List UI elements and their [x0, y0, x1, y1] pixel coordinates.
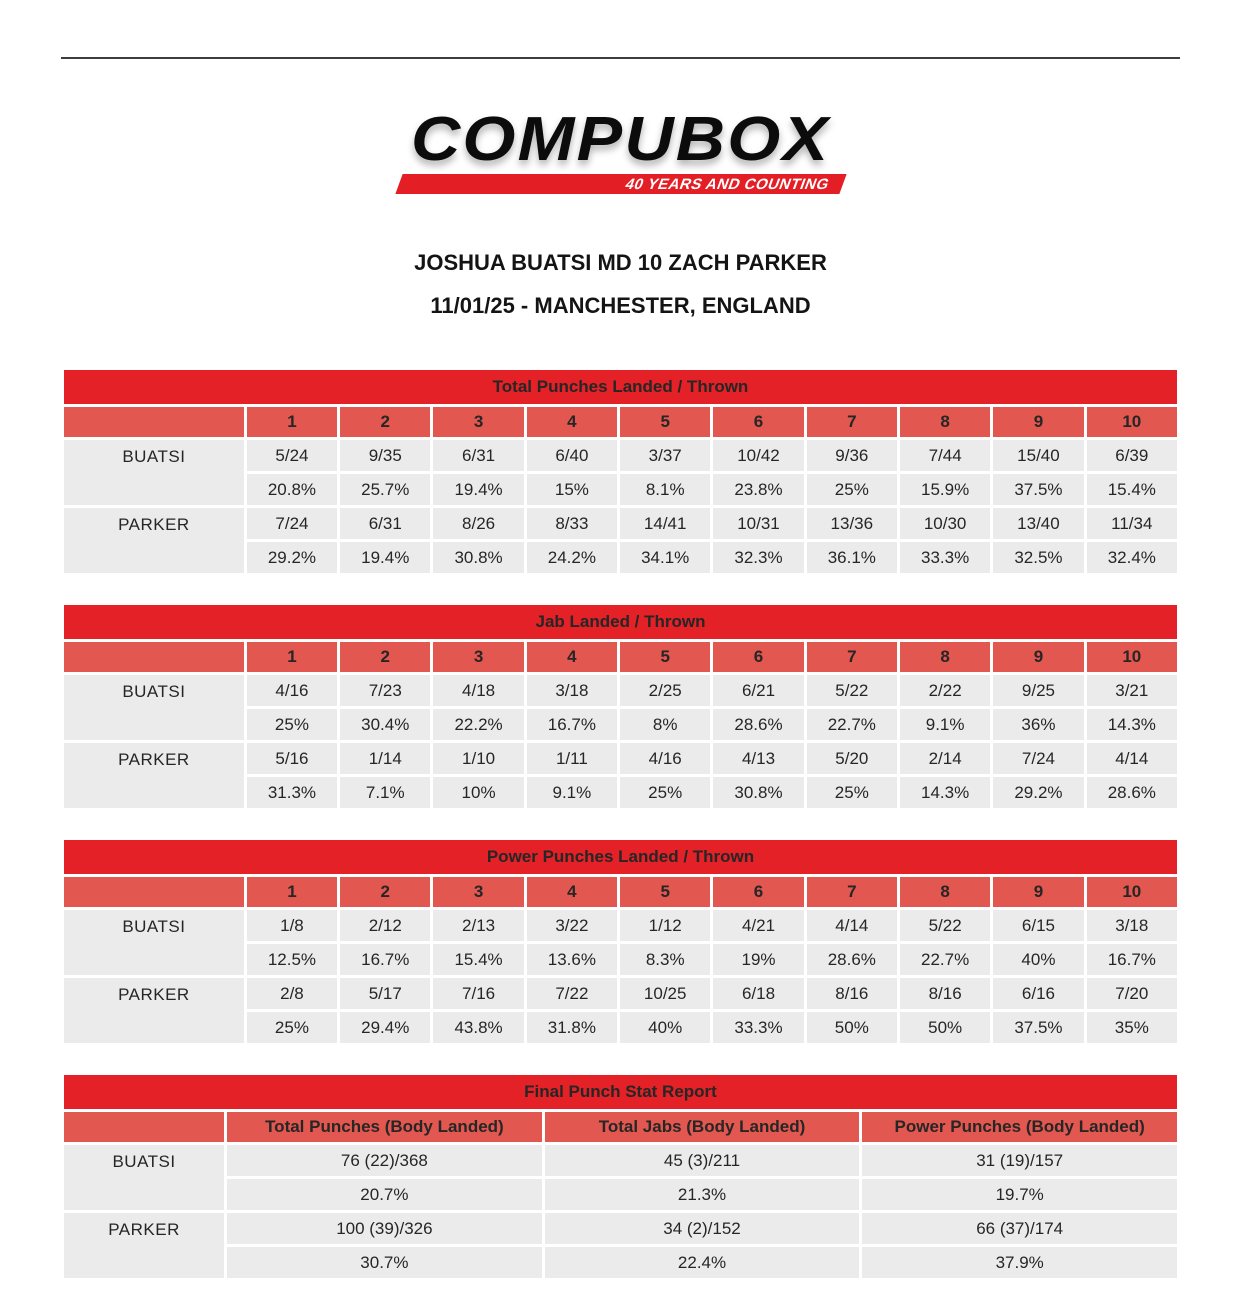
- percent-cell: 31.8%: [527, 1012, 617, 1043]
- percent-cell: 10%: [433, 777, 523, 808]
- round-number-header: 6: [713, 877, 803, 907]
- final-percent-cell: 20.7%: [227, 1179, 542, 1210]
- landed-thrown-cell: 4/16: [620, 743, 710, 774]
- round-number-header: 8: [900, 642, 990, 672]
- percent-cell: 37.5%: [993, 1012, 1083, 1043]
- landed-thrown-cell: 6/21: [713, 675, 803, 706]
- landed-thrown-cell: 2/12: [340, 910, 430, 941]
- final-percent-cell: 22.4%: [545, 1247, 860, 1278]
- percent-cell: 30.4%: [340, 709, 430, 740]
- percent-cell: 15%: [527, 474, 617, 505]
- percent-cell: 30.8%: [433, 542, 523, 573]
- landed-thrown-cell: 4/21: [713, 910, 803, 941]
- landed-thrown-cell: 5/17: [340, 978, 430, 1009]
- landed-thrown-cell: 4/16: [247, 675, 337, 706]
- table-title: Jab Landed / Thrown: [64, 605, 1177, 639]
- fighter-name-cell: BUATSI: [64, 910, 244, 975]
- percent-cell: 8.1%: [620, 474, 710, 505]
- percent-cell: 25%: [807, 474, 897, 505]
- landed-thrown-cell: 1/10: [433, 743, 523, 774]
- landed-thrown-cell: 5/24: [247, 440, 337, 471]
- final-percent-cell: 30.7%: [227, 1247, 542, 1278]
- percent-cell: 25%: [807, 777, 897, 808]
- landed-thrown-cell: 2/22: [900, 675, 990, 706]
- percent-cell: 50%: [900, 1012, 990, 1043]
- round-number-header: 6: [713, 407, 803, 437]
- round-number-header: 6: [713, 642, 803, 672]
- landed-thrown-cell: 6/18: [713, 978, 803, 1009]
- table-title: Final Punch Stat Report: [64, 1075, 1177, 1109]
- stat-tables-container: [61, 367, 1180, 1281]
- landed-thrown-cell: 9/25: [993, 675, 1083, 706]
- percent-cell: 23.8%: [713, 474, 803, 505]
- landed-thrown-cell: 7/20: [1087, 978, 1177, 1009]
- percent-cell: 36%: [993, 709, 1083, 740]
- percent-cell: 29.2%: [993, 777, 1083, 808]
- final-stat-cell: 66 (37)/174: [862, 1213, 1177, 1244]
- round-number-header: 7: [807, 407, 897, 437]
- round-number-header: 2: [340, 642, 430, 672]
- percent-cell: 25%: [620, 777, 710, 808]
- percent-cell: 19.4%: [433, 474, 523, 505]
- total-punches-table: [61, 367, 1180, 576]
- round-number-header: 1: [247, 407, 337, 437]
- landed-thrown-cell: 9/35: [340, 440, 430, 471]
- landed-thrown-cell: 5/22: [807, 675, 897, 706]
- fighter-name-cell: PARKER: [64, 508, 244, 573]
- round-number-header: 7: [807, 877, 897, 907]
- percent-cell: 35%: [1087, 1012, 1177, 1043]
- round-number-header: 3: [433, 877, 523, 907]
- percent-cell: 50%: [807, 1012, 897, 1043]
- round-number-header: 2: [340, 877, 430, 907]
- landed-thrown-cell: 2/8: [247, 978, 337, 1009]
- round-number-header: 5: [620, 877, 710, 907]
- final-percent-cell: 21.3%: [545, 1179, 860, 1210]
- landed-thrown-cell: 3/37: [620, 440, 710, 471]
- percent-cell: 25%: [247, 709, 337, 740]
- percent-cell: 24.2%: [527, 542, 617, 573]
- landed-thrown-cell: 8/26: [433, 508, 523, 539]
- percent-cell: 29.4%: [340, 1012, 430, 1043]
- logo-tagline-text: 40 YEARS AND COUNTING: [622, 175, 832, 193]
- round-number-header: 10: [1087, 877, 1177, 907]
- percent-cell: 22.2%: [433, 709, 523, 740]
- round-number-header: 10: [1087, 407, 1177, 437]
- percent-cell: 13.6%: [527, 944, 617, 975]
- percent-cell: 9.1%: [900, 709, 990, 740]
- fighter-name-cell: BUATSI: [64, 675, 244, 740]
- landed-thrown-cell: 14/41: [620, 508, 710, 539]
- table-title: Total Punches Landed / Thrown: [64, 370, 1177, 404]
- percent-cell: 15.4%: [433, 944, 523, 975]
- percent-cell: 40%: [993, 944, 1083, 975]
- landed-thrown-cell: 10/31: [713, 508, 803, 539]
- landed-thrown-cell: 4/13: [713, 743, 803, 774]
- final-stat-cell: 76 (22)/368: [227, 1145, 542, 1176]
- percent-cell: 15.4%: [1087, 474, 1177, 505]
- final-stat-cell: 31 (19)/157: [862, 1145, 1177, 1176]
- final-column-header: Power Punches (Body Landed): [862, 1112, 1177, 1142]
- percent-cell: 40%: [620, 1012, 710, 1043]
- landed-thrown-cell: 6/31: [433, 440, 523, 471]
- fight-date-location: 11/01/25 - MANCHESTER, ENGLAND: [430, 293, 811, 318]
- compubox-logo: [61, 105, 1180, 194]
- round-number-header: 8: [900, 407, 990, 437]
- percent-cell: 36.1%: [807, 542, 897, 573]
- fighter-name-cell: PARKER: [64, 743, 244, 808]
- final-column-header: Total Jabs (Body Landed): [545, 1112, 860, 1142]
- landed-thrown-cell: 4/14: [1087, 743, 1177, 774]
- compubox-wordmark: COMPUBOX: [410, 105, 831, 174]
- percent-cell: 12.5%: [247, 944, 337, 975]
- power-punches-table: [61, 837, 1180, 1046]
- landed-thrown-cell: 13/36: [807, 508, 897, 539]
- percent-cell: 25%: [247, 1012, 337, 1043]
- landed-thrown-cell: 2/14: [900, 743, 990, 774]
- percent-cell: 28.6%: [1087, 777, 1177, 808]
- landed-thrown-cell: 1/14: [340, 743, 430, 774]
- round-number-header: 1: [247, 642, 337, 672]
- percent-cell: 33.3%: [713, 1012, 803, 1043]
- round-number-header: 9: [993, 877, 1083, 907]
- landed-thrown-cell: 8/33: [527, 508, 617, 539]
- landed-thrown-cell: 5/22: [900, 910, 990, 941]
- percent-cell: 8%: [620, 709, 710, 740]
- landed-thrown-cell: 7/24: [247, 508, 337, 539]
- fighter-name-cell: PARKER: [64, 1213, 224, 1278]
- final-percent-cell: 19.7%: [862, 1179, 1177, 1210]
- logo-tagline-banner: [395, 174, 846, 194]
- percent-cell: 14.3%: [1087, 709, 1177, 740]
- round-number-header: 8: [900, 877, 990, 907]
- final-percent-cell: 37.9%: [862, 1247, 1177, 1278]
- landed-thrown-cell: 8/16: [807, 978, 897, 1009]
- round-number-header: 5: [620, 407, 710, 437]
- percent-cell: 20.8%: [247, 474, 337, 505]
- landed-thrown-cell: 1/12: [620, 910, 710, 941]
- corner-header-cell: [64, 877, 244, 907]
- landed-thrown-cell: 8/16: [900, 978, 990, 1009]
- percent-cell: 37.5%: [993, 474, 1083, 505]
- round-number-header: 2: [340, 407, 430, 437]
- percent-cell: 16.7%: [340, 944, 430, 975]
- percent-cell: 8.3%: [620, 944, 710, 975]
- round-number-header: 3: [433, 407, 523, 437]
- percent-cell: 28.6%: [807, 944, 897, 975]
- round-number-header: 9: [993, 407, 1083, 437]
- jab-table: [61, 602, 1180, 811]
- landed-thrown-cell: 2/13: [433, 910, 523, 941]
- percent-cell: 22.7%: [900, 944, 990, 975]
- percent-cell: 14.3%: [900, 777, 990, 808]
- landed-thrown-cell: 4/14: [807, 910, 897, 941]
- fight-title: JOSHUA BUATSI MD 10 ZACH PARKER: [414, 250, 827, 275]
- landed-thrown-cell: 7/16: [433, 978, 523, 1009]
- landed-thrown-cell: 3/18: [527, 675, 617, 706]
- percent-cell: 30.8%: [713, 777, 803, 808]
- percent-cell: 29.2%: [247, 542, 337, 573]
- landed-thrown-cell: 15/40: [993, 440, 1083, 471]
- fighter-name-cell: PARKER: [64, 978, 244, 1043]
- percent-cell: 34.1%: [620, 542, 710, 573]
- percent-cell: 32.5%: [993, 542, 1083, 573]
- corner-header-cell: [64, 642, 244, 672]
- percent-cell: 9.1%: [527, 777, 617, 808]
- percent-cell: 32.3%: [713, 542, 803, 573]
- landed-thrown-cell: 10/42: [713, 440, 803, 471]
- percent-cell: 15.9%: [900, 474, 990, 505]
- final-stat-cell: 34 (2)/152: [545, 1213, 860, 1244]
- landed-thrown-cell: 13/40: [993, 508, 1083, 539]
- percent-cell: 31.3%: [247, 777, 337, 808]
- percent-cell: 28.6%: [713, 709, 803, 740]
- percent-cell: 32.4%: [1087, 542, 1177, 573]
- percent-cell: 7.1%: [340, 777, 430, 808]
- percent-cell: 43.8%: [433, 1012, 523, 1043]
- landed-thrown-cell: 7/24: [993, 743, 1083, 774]
- landed-thrown-cell: 7/44: [900, 440, 990, 471]
- corner-header-cell: [64, 407, 244, 437]
- round-number-header: 7: [807, 642, 897, 672]
- percent-cell: 19.4%: [340, 542, 430, 573]
- round-number-header: 3: [433, 642, 523, 672]
- round-number-header: 9: [993, 642, 1083, 672]
- percent-cell: 19%: [713, 944, 803, 975]
- fighter-name-cell: BUATSI: [64, 1145, 224, 1210]
- landed-thrown-cell: 6/40: [527, 440, 617, 471]
- round-number-header: 4: [527, 642, 617, 672]
- compubox-report-page: [0, 57, 1241, 1289]
- landed-thrown-cell: 6/39: [1087, 440, 1177, 471]
- round-number-header: 4: [527, 877, 617, 907]
- fighter-name-cell: BUATSI: [64, 440, 244, 505]
- round-number-header: 10: [1087, 642, 1177, 672]
- round-number-header: 5: [620, 642, 710, 672]
- landed-thrown-cell: 6/31: [340, 508, 430, 539]
- final-report-table: [61, 1072, 1180, 1281]
- landed-thrown-cell: 2/25: [620, 675, 710, 706]
- top-divider: [61, 57, 1180, 59]
- landed-thrown-cell: 3/18: [1087, 910, 1177, 941]
- corner-header-cell: [64, 1112, 224, 1142]
- landed-thrown-cell: 9/36: [807, 440, 897, 471]
- landed-thrown-cell: 6/15: [993, 910, 1083, 941]
- landed-thrown-cell: 11/34: [1087, 508, 1177, 539]
- landed-thrown-cell: 4/18: [433, 675, 523, 706]
- landed-thrown-cell: 1/11: [527, 743, 617, 774]
- landed-thrown-cell: 10/25: [620, 978, 710, 1009]
- percent-cell: 33.3%: [900, 542, 990, 573]
- percent-cell: 25.7%: [340, 474, 430, 505]
- landed-thrown-cell: 10/30: [900, 508, 990, 539]
- final-column-header: Total Punches (Body Landed): [227, 1112, 542, 1142]
- landed-thrown-cell: 6/16: [993, 978, 1083, 1009]
- round-number-header: 1: [247, 877, 337, 907]
- final-stat-cell: 45 (3)/211: [545, 1145, 860, 1176]
- table-title: Power Punches Landed / Thrown: [64, 840, 1177, 874]
- percent-cell: 16.7%: [527, 709, 617, 740]
- landed-thrown-cell: 3/22: [527, 910, 617, 941]
- landed-thrown-cell: 3/21: [1087, 675, 1177, 706]
- landed-thrown-cell: 7/23: [340, 675, 430, 706]
- landed-thrown-cell: 7/22: [527, 978, 617, 1009]
- percent-cell: 22.7%: [807, 709, 897, 740]
- percent-cell: 16.7%: [1087, 944, 1177, 975]
- landed-thrown-cell: 5/16: [247, 743, 337, 774]
- final-stat-cell: 100 (39)/326: [227, 1213, 542, 1244]
- landed-thrown-cell: 1/8: [247, 910, 337, 941]
- round-number-header: 4: [527, 407, 617, 437]
- landed-thrown-cell: 5/20: [807, 743, 897, 774]
